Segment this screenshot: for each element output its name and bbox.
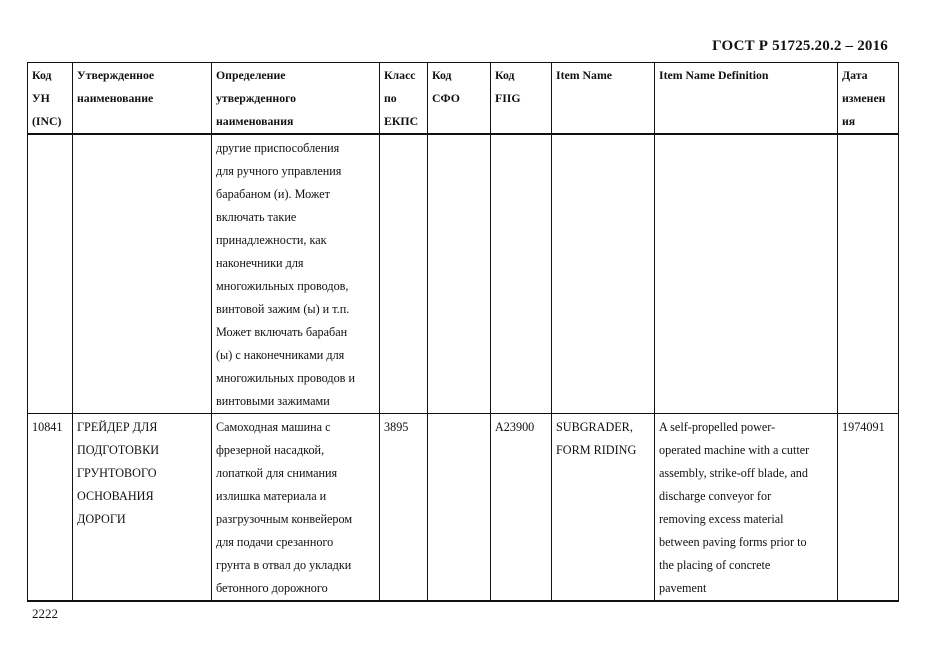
cell-definition: другие приспособления для ручного управления барабаном (и). Может включать такие принадлежности, как наконечники для многожильных проводов, винтовой зажим (ы) и т.п. Может включать барабан (ы) с наконечниками для многожильных проводов и винтовыми зажимами: [212, 134, 380, 414]
cell-approved-name: [73, 134, 212, 414]
cell-fiig-code: [491, 134, 552, 414]
column-header-item-name: Item Name: [552, 63, 655, 135]
cell-change-date: [838, 134, 899, 414]
table-row: [28, 134, 899, 414]
cell-definition: Самоходная машина с фрезерной насадкой, лопаткой для снимания излишка материала и разгрузочным конвейером для подачи срезанного грунта в отвал до укладки бетонного дорожного: [212, 414, 380, 602]
cell-inc: 10841: [28, 414, 73, 602]
cell-sfo-code: [428, 414, 491, 602]
cell-change-date: 1974091: [838, 414, 899, 602]
page-number: 2222: [32, 606, 58, 621]
table-header-row: [28, 63, 899, 135]
column-header-sfo-code: Код СФО: [428, 63, 491, 135]
document-title: ГОСТ Р 51725.20.2 – 2016: [712, 38, 888, 54]
column-header-fiig-code: Код FIIG: [491, 63, 552, 135]
column-header-approved-name: Утвержденное наименование: [73, 63, 212, 135]
gost-table: [27, 62, 899, 602]
column-header-definition: Определение утвержденного наименования: [212, 63, 380, 135]
table-row: [28, 414, 899, 602]
cell-item-name: [552, 134, 655, 414]
column-header-change-date: Дата изменен ия: [838, 63, 899, 135]
cell-item-name-definition: [655, 134, 838, 414]
cell-item-name-definition: A self-propelled power- operated machine with a cutter assembly, strike-off blade, and discharge conveyor for removing excess material between paving forms prior to the placing of concrete pavement: [655, 414, 838, 602]
cell-inc: [28, 134, 73, 414]
cell-item-name: SUBGRADER, FORM RIDING: [552, 414, 655, 602]
cell-ekps-class: [380, 134, 428, 414]
column-header-inc: Код УН (INC): [28, 63, 73, 135]
column-header-ekps-class: Класс по ЕКПС: [380, 63, 428, 135]
cell-ekps-class: 3895: [380, 414, 428, 602]
cell-fiig-code: A23900: [491, 414, 552, 602]
cell-approved-name: ГРЕЙДЕР ДЛЯ ПОДГОТОВКИ ГРУНТОВОГО ОСНОВАНИЯ ДОРОГИ: [73, 414, 212, 602]
column-header-item-name-definition: Item Name Definition: [655, 63, 838, 135]
cell-sfo-code: [428, 134, 491, 414]
